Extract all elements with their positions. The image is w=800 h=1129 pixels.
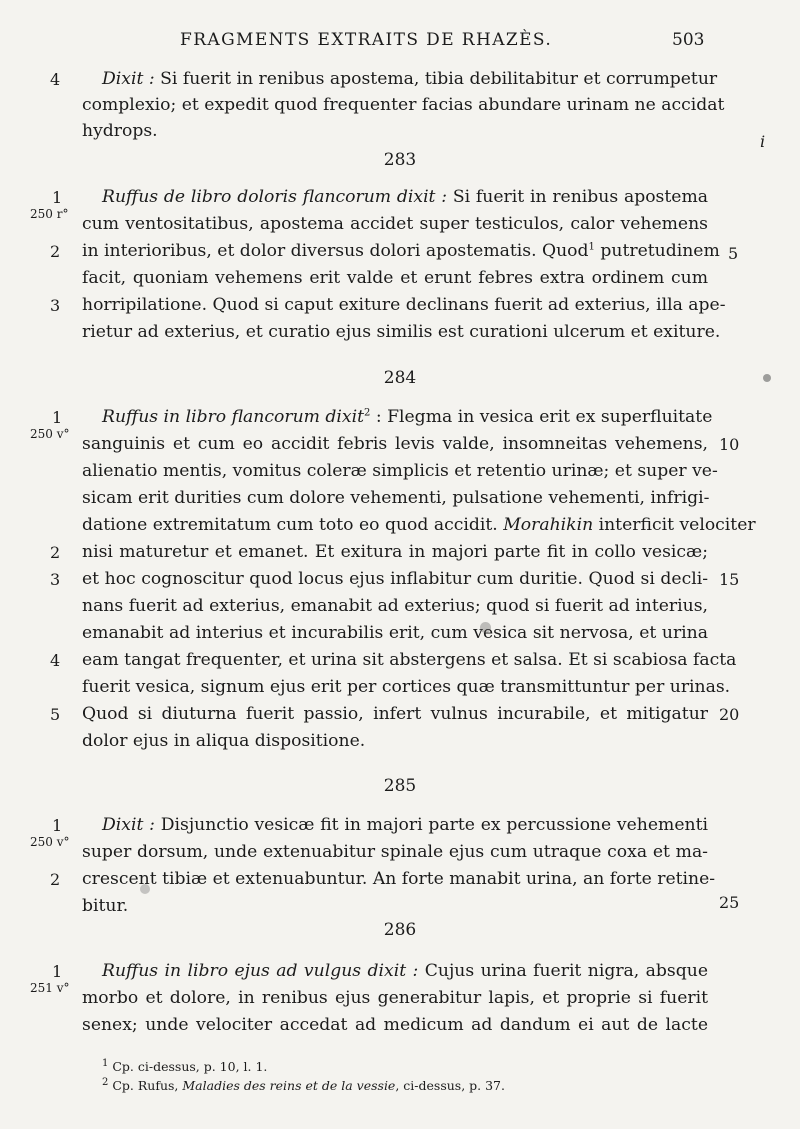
text-line: Ruffus in libro flancorum dixit$^2$ : Flegma in vesica erit ex superfluitate	[102, 407, 713, 427]
text-line: super dorsum, unde extenuabitur spinale ejus cum utraque coxa et ma-	[82, 842, 708, 862]
text-line: Dixit : Si fuerit in renibus apostema, tibia debilitabitur et corrumpetur	[102, 69, 718, 89]
ink-spot	[480, 622, 491, 633]
text-line: crescent tibiæ et extenuabuntur. An forte manabit urina, an forte retine-	[82, 869, 716, 889]
text-line: bitur.	[82, 896, 129, 916]
margin-number: 4	[50, 651, 61, 670]
text-line: emanabit ad interius et incurabilis erit, cum vesica sit nervosa, et urina	[82, 623, 708, 643]
section-number: 286	[383, 920, 417, 940]
text-line: horripilatione. Quod si caput exiture declinans fuerit ad exterius, illa ape-	[82, 295, 726, 315]
folio-ref: 251 v°	[30, 981, 70, 995]
text-line: hydrops.	[82, 121, 158, 141]
page-number: 503	[672, 30, 705, 50]
line-number: 20	[719, 705, 740, 724]
text-line: Dixit : Disjunctio vesicæ fit in majori parte ex percussione vehementi	[102, 815, 708, 835]
text-line: dolor ejus in aliqua dispositione.	[82, 731, 366, 751]
ink-spot	[140, 884, 150, 894]
text-line: rietur ad exterius, et curatio ejus similis est curationi ulcerum et exiture.	[82, 322, 721, 342]
text-line: Ruffus de libro doloris flancorum dixit : Si fuerit in renibus apostema	[102, 187, 709, 207]
line-number: 15	[719, 570, 740, 589]
running-header	[0, 30, 800, 52]
text-line: in interioribus, et dolor diversus dolori apostematis. Quod$^1$ putretudinem	[82, 241, 720, 261]
line-number: 5	[728, 244, 739, 263]
text-line: nisi maturetur et emanet. Et exitura in majori parte fit in collo vesicæ;	[82, 542, 708, 562]
footnote: $^2$ Cp. Rufus, Maladies des reins et de la vessie, ci-dessus, p. 37.	[102, 1076, 505, 1093]
margin-number: 1	[52, 816, 63, 835]
margin-number: 2	[50, 870, 61, 889]
text-line: fuerit vesica, signum ejus erit per cortices quæ transmittuntur per urinas.	[82, 677, 731, 697]
folio-ref: 250 r°	[30, 207, 69, 221]
text-line: Quod si diuturna fuerit passio, infert vulnus incurabile, et mitigatur	[82, 704, 708, 724]
ink-spot	[763, 374, 771, 382]
text-line: eam tangat frequenter, et urina sit abstergens et salsa. Et si scabiosa facta	[82, 650, 737, 670]
margin-number: 5	[50, 705, 61, 724]
margin-number: 2	[50, 543, 61, 562]
text-line: senex; unde velociter accedat ad medicum ad dandum ei aut de lacte	[82, 1015, 708, 1035]
section-number: 284	[383, 368, 417, 388]
margin-number: 2	[50, 242, 61, 261]
folio-ref: 250 v°	[30, 835, 70, 849]
text-line: sanguinis et cum eo accidit febris levis valde, insomneitas vehemens,	[82, 434, 708, 454]
margin-number: 1	[52, 188, 63, 207]
margin-number: 4	[50, 70, 61, 89]
running-title: FRAGMENTS EXTRAITS DE RHAZÈS.	[180, 30, 553, 50]
line-number: 25	[719, 893, 740, 912]
text-line: facit, quoniam vehemens erit valde et erunt febres extra ordinem cum	[82, 268, 708, 288]
text-line: et hoc cognoscitur quod locus ejus inflabitur cum duritie. Quod si decli-	[82, 569, 708, 589]
footnote: $^1$ Cp. ci-dessus, p. 10, l. 1.	[102, 1057, 268, 1074]
footnote-ref: 2	[364, 407, 371, 419]
folio-ref: 250 v°	[30, 427, 70, 441]
text-line: sicam erit durities cum dolore vehementi, pulsatione vehementi, infrigi-	[82, 488, 710, 508]
text-line: datione extremitatum cum toto eo quod accidit. Morahikin interficit velociter	[82, 515, 756, 535]
text-line: alienatio mentis, vomitus coleræ simplicis et retentio urinæ; et super ve-	[82, 461, 718, 481]
line-number: 10	[719, 435, 740, 454]
text-line: morbo et dolore, in renibus ejus generabitur lapis, et proprie si fuerit	[82, 988, 708, 1008]
margin-glyph: i	[760, 132, 766, 151]
text-line: nans fuerit ad exterius, emanabit ad exterius; quod si fuerit ad interius,	[82, 596, 708, 616]
text-line: complexio; et expedit quod frequenter facias abundare urinam ne accidat	[82, 95, 725, 115]
section-number: 283	[383, 150, 417, 170]
margin-number: 3	[50, 570, 61, 589]
footnote-ref: 1	[588, 241, 595, 253]
margin-number: 1	[52, 408, 63, 427]
margin-number: 1	[52, 962, 63, 981]
section-number: 285	[383, 776, 417, 796]
text-line: cum ventositatibus, apostema accidet super testiculos, calor vehemens	[82, 214, 708, 234]
margin-number: 3	[50, 296, 61, 315]
text-line: Ruffus in libro ejus ad vulgus dixit : Cujus urina fuerit nigra, absque	[102, 961, 708, 981]
